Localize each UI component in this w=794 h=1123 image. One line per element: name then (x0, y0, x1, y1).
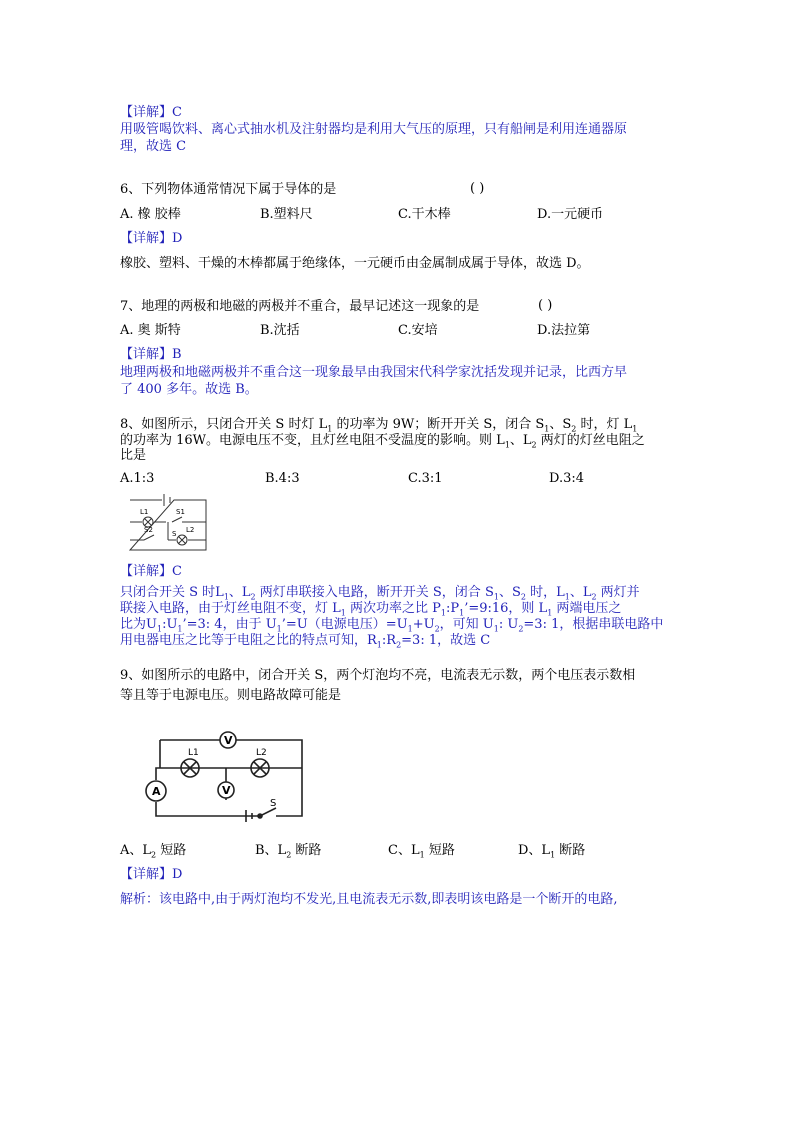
q8-circuit-figure (124, 490, 214, 558)
q8-fig-label-s: S (172, 530, 177, 538)
q9-fig-label-l1: L1 (188, 748, 199, 758)
q9-option-b: B、$L_2$ 断路 (255, 843, 322, 860)
q9-stem-2: 等且等于电源电压。则电路故障可能是 (120, 688, 342, 703)
q7-explanation-1: 地理两极和地磁两极并不重合这一现象最早由我国宋代科学家沈括发现并记录，比西方早 (120, 365, 628, 380)
q9-option-c: C、$L_1$ 短路 (388, 843, 455, 860)
q8-option-b: B.4:3 (265, 471, 300, 486)
q6-paren: ( ) (470, 181, 485, 196)
q6-option-a: A. 橡 胶棒 (120, 207, 181, 222)
q9-option-d: D、$L_1$ 断路 (518, 843, 586, 860)
q5-answer-label: 【详解】C (120, 105, 182, 120)
q9-answer-label: 【详解】D (120, 867, 183, 882)
q7-paren: ( ) (538, 298, 553, 313)
q7-stem: 7、地理的两极和地磁的两极并不重合，最早记述这一现象的是 (120, 299, 480, 314)
q9-fig-label-s: S (270, 798, 277, 809)
q9-fig-label-v2: V (222, 784, 231, 797)
q9-circuit-figure (142, 728, 308, 826)
q6-answer-label: 【详解】D (120, 231, 183, 246)
q9-option-a: A、$L_2$ 短路 (120, 843, 187, 860)
q8-fig-label-l1: L1 (140, 508, 149, 516)
q8-option-c: C.3:1 (408, 471, 443, 486)
q9-fig-label-a: A (152, 785, 161, 798)
q6-option-b: B.塑料尺 (260, 207, 313, 222)
q8-answer-label: 【详解】C (120, 564, 182, 579)
q7-option-a: A. 奥 斯特 (120, 323, 181, 338)
q8-fig-label-s2: S2 (144, 526, 153, 534)
q5-explanation-1: 用吸管喝饮料、离心式抽水机及注射器均是利用大气压的原理，只有船闸是利用连通器原 (120, 122, 628, 137)
q7-option-c: C.安培 (398, 323, 438, 338)
q8-option-d: D.3:4 (549, 471, 585, 486)
q6-option-d: D.一元硬币 (537, 207, 604, 222)
q8-stem-line2: 的功率为 16W。电源电压不变，且灯丝电阻不受温度的影响。则 $L_1$、$L_2$ 两灯的灯丝电阻之 (120, 433, 645, 450)
q7-option-b: B.沈括 (260, 323, 300, 338)
q7-answer-label: 【详解】B (120, 347, 182, 362)
q9-explanation: 解析：该电路中,由于两灯泡均不发光,且电流表无示数,即表明该电路是一个断开的电路, (120, 892, 618, 907)
q8-explanation-2: 联接入电路，由于灯丝电阻不变，灯 $L_1$ 两次功率之比 $P_1:P_1’=9:16$，则 $L_1$ 两端电压之 (120, 601, 622, 618)
q8-stem-line3: 比是 (120, 448, 147, 463)
q5-explanation-2: 理，故选 C (120, 139, 187, 154)
q8-fig-label-s1: S1 (176, 508, 185, 516)
q9-stem-1: 9、如图所示的电路中，闭合开关 S，两个灯泡均不亮，电流表无示数，两个电压表示数相 (120, 668, 636, 683)
q7-explanation-2: 了 400 多年。故选 B。 (120, 382, 258, 397)
q7-option-d: D.法拉第 (537, 323, 591, 338)
q9-fig-label-l2: L2 (256, 748, 267, 758)
q6-option-c: C.干木棒 (398, 207, 451, 222)
q9-fig-label-v1: V (224, 734, 233, 747)
q8-explanation-4: 用电器电压之比等于电阻之比的特点可知，$R_1:R_2=3$: 1，故选 C (120, 633, 491, 650)
q6-stem: 6、下列物体通常情况下属于导体的是 (120, 182, 337, 197)
q8-option-a: A.1:3 (120, 471, 155, 486)
q8-stem-line1: 8、如图所示，只闭合开关 S 时灯 $L_1$ 的功率为 9W；断开开关 S，闭合 $S_1$、$S_2$ 时，灯 $L_1$ (120, 417, 638, 434)
q8-explanation-1: 只闭合开关 S 时$L_1$、$L_2$ 两灯串联接入电路，断开开关 S，闭合 $S_1$、$S_2$ 时，$L_1$、$L_2$ 两灯并 (120, 585, 640, 602)
q6-explanation: 橡胶、塑料、干燥的木棒都属于绝缘体，一元硬币由金属制成属于导体，故选 D。 (120, 256, 590, 271)
q8-fig-label-l2: L2 (186, 526, 195, 534)
q8-explanation-3: 比为$U_1:U_1’=3$: 4，由于 $U_1’=U$（电源电压）$=U_1+U_2$，可知 $U_1$: $U_2=3$: 1，根据串联电路中 (120, 617, 664, 634)
